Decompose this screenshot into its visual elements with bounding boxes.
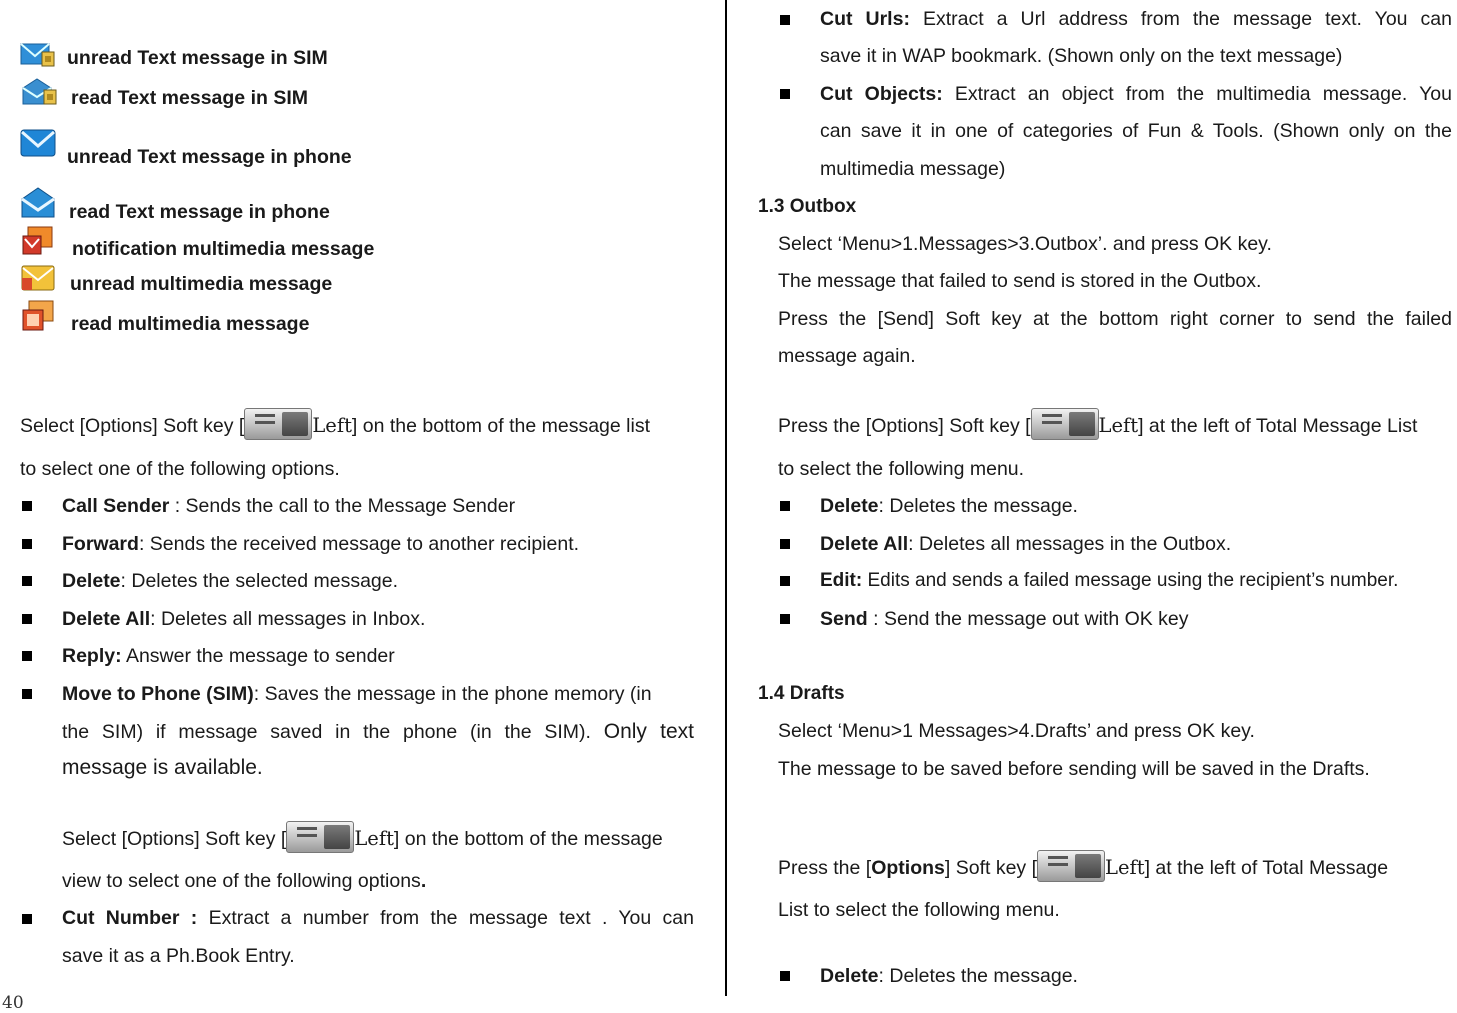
left-softkey-icon [244,408,312,440]
drafts-description: The message to be saved before sending will be saved in the Drafts. [778,758,1370,780]
bullet-icon [780,89,790,99]
list-item: Cut Objects: Extract an object from the multimedia message. You [820,83,1452,105]
drafts-options-paragraph: Press the [Options] Soft key [ Left] at the left of Total Message [778,850,1388,882]
list-item: Move to Phone (SIM): Saves the message in the phone memory (in [62,683,652,705]
legend-label: notification multimedia message [72,238,375,260]
mms-envelope-icon [21,264,59,294]
bullet-icon [22,501,32,511]
list-item-continuation: message is available. [62,756,263,779]
page-number: 40 [2,993,24,1013]
list-item: Delete: Deletes the message. [820,495,1078,517]
outbox-send: Press the [Send] Soft key at the bottom right corner to send the failed [778,308,1452,330]
bullet-icon [780,614,790,624]
legend-label: read Text message in phone [69,201,330,223]
softkey-label: Left [354,827,394,850]
legend-label: unread multimedia message [70,273,333,295]
column-divider [725,0,727,996]
mms-open-icon [21,300,57,332]
legend-label: read multimedia message [71,313,310,335]
legend-label: unread Text message in phone [67,146,352,168]
options-paragraph-line2: to select one of the following options. [20,458,340,480]
view-options-paragraph-line2: view to select one of the following options. [62,870,427,892]
drafts-options-line2: List to select the following menu. [778,899,1060,921]
list-item-continuation: save it as a Ph.Book Entry. [62,945,295,967]
left-softkey-icon [1037,850,1105,882]
list-item: Delete All: Deletes all messages in the Outbox. [820,533,1232,555]
left-softkey-icon [1031,408,1099,440]
list-item-continuation: multimedia message) [820,158,1006,180]
bullet-icon [780,501,790,511]
outbox-send-line2: message again. [778,345,916,367]
bullet-icon [22,651,32,661]
view-options-paragraph: Select [Options] Soft key [ Left] on the bottom of the message [62,821,663,853]
list-item-continuation: the SIM) if message saved in the phone (in the SIM). Only text [62,720,694,743]
list-item: Send : Send the message out with OK key [820,608,1189,630]
list-item: Cut Urls: Extract a Url address from the message text. You can [820,8,1452,30]
list-item: Cut Number : Extract a number from the message text . You can [62,907,694,929]
list-item: Delete: Deletes the message. [820,965,1078,987]
bullet-icon [780,576,790,586]
bullet-icon [780,539,790,549]
outbox-options-line2: to select the following menu. [778,458,1025,480]
outbox-description: The message that failed to send is stored in the Outbox. [778,270,1262,292]
bullet-icon [22,689,32,699]
bullet-icon [22,539,32,549]
list-item: Delete: Deletes the selected message. [62,570,399,592]
list-item: Reply: Answer the message to sender [62,645,395,667]
options-paragraph: Select [Options] Soft key [ Left] on the bottom of the message list [20,408,650,440]
outbox-select: Select ‘Menu>1.Messages>3.Outbox’. and press OK key. [778,233,1272,255]
softkey-label: Left [312,414,352,437]
envelope-icon [20,128,58,160]
list-item: Forward: Sends the received message to another recipient. [62,533,580,555]
bullet-icon [780,15,790,25]
legend-label: unread Text message in SIM [67,47,328,69]
legend-label: read Text message in SIM [71,87,308,109]
list-item: Edit: Edits and sends a failed message using the recipient’s number. [820,570,1399,591]
envelope-open-icon [20,187,58,219]
bullet-icon [22,614,32,624]
list-item: Call Sender : Sends the call to the Message Sender [62,495,516,517]
bullet-icon [22,914,32,924]
drafts-select: Select ‘Menu>1 Messages>4.Drafts’ and press OK key. [778,720,1255,742]
list-item: Delete All: Deletes all messages in Inbox. [62,608,426,630]
list-item-continuation: save it in WAP bookmark. (Shown only on the text message) [820,45,1343,67]
left-softkey-icon [286,821,354,853]
section-heading-outbox: 1.3 Outbox [758,196,857,217]
sim-envelope-icon [20,42,56,68]
outbox-options-paragraph: Press the [Options] Soft key [ Left] at the left of Total Message List [778,408,1417,440]
list-item-continuation: can save it in one of categories of Fun & Tools. (Shown only on the [820,120,1452,142]
bullet-icon [22,576,32,586]
softkey-label: Left [1105,856,1145,879]
section-heading-drafts: 1.4 Drafts [758,683,845,704]
softkey-label: Left [1098,414,1139,437]
bullet-icon [780,971,790,981]
sim-envelope-open-icon [22,78,58,106]
mms-notification-icon [22,226,56,256]
